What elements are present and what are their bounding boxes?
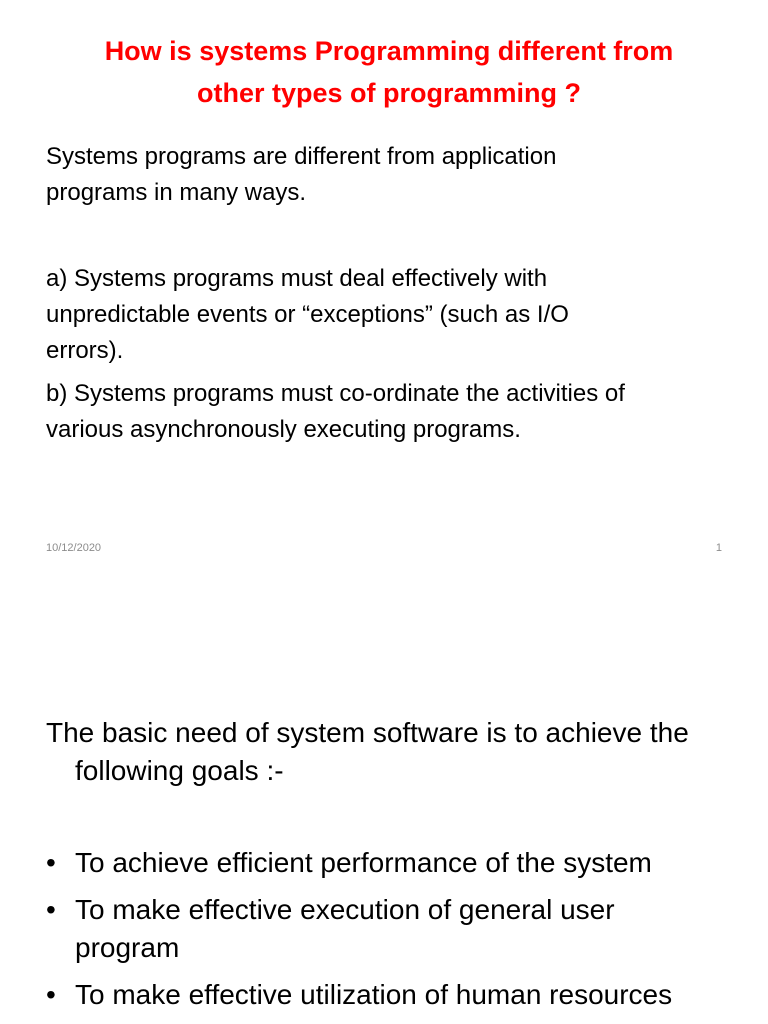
goals-list [46,844,746,1023]
slide-title [40,30,738,114]
paragraph-line: programs in many ways. [46,179,307,206]
bullet-icon: • [46,894,56,925]
paragraph-line: Systems programs are different from application [46,143,557,170]
list-item-text: To achieve efficient performance of the system [75,847,652,878]
bullet-icon: • [46,979,56,1010]
bullet-icon: • [46,847,56,878]
title-line: other types of programming ? [196,78,582,108]
list-item-text: program [75,932,180,963]
list-item-text: To make effective utilization of human resources [75,979,673,1010]
point-a [46,261,718,369]
list-item-text: To make effective execution of general user [75,894,615,925]
page-number: 1 [715,542,722,554]
slide-2 [0,576,768,1024]
footer-date: 10/12/2020 [46,542,102,554]
list-item [46,976,746,1014]
list-item [46,844,746,882]
intro-line: The basic need of system software is to achieve the [46,717,689,748]
point-b [46,376,718,448]
intro-line: following goals :- [75,755,284,786]
paragraph-line: b) Systems programs must co-ordinate the activities of [46,380,625,407]
paragraph-line: unpredictable events or “exceptions” (such as I/O [46,301,569,328]
list-item [46,891,746,967]
title-line: How is systems Programming different from [104,36,674,66]
intro-paragraph [46,139,718,211]
paragraph-line: errors). [46,337,124,364]
goals-intro [46,714,736,790]
paragraph-line: various asynchronously executing programs. [46,416,521,443]
paragraph-line: a) Systems programs must deal effectively with [46,265,548,292]
